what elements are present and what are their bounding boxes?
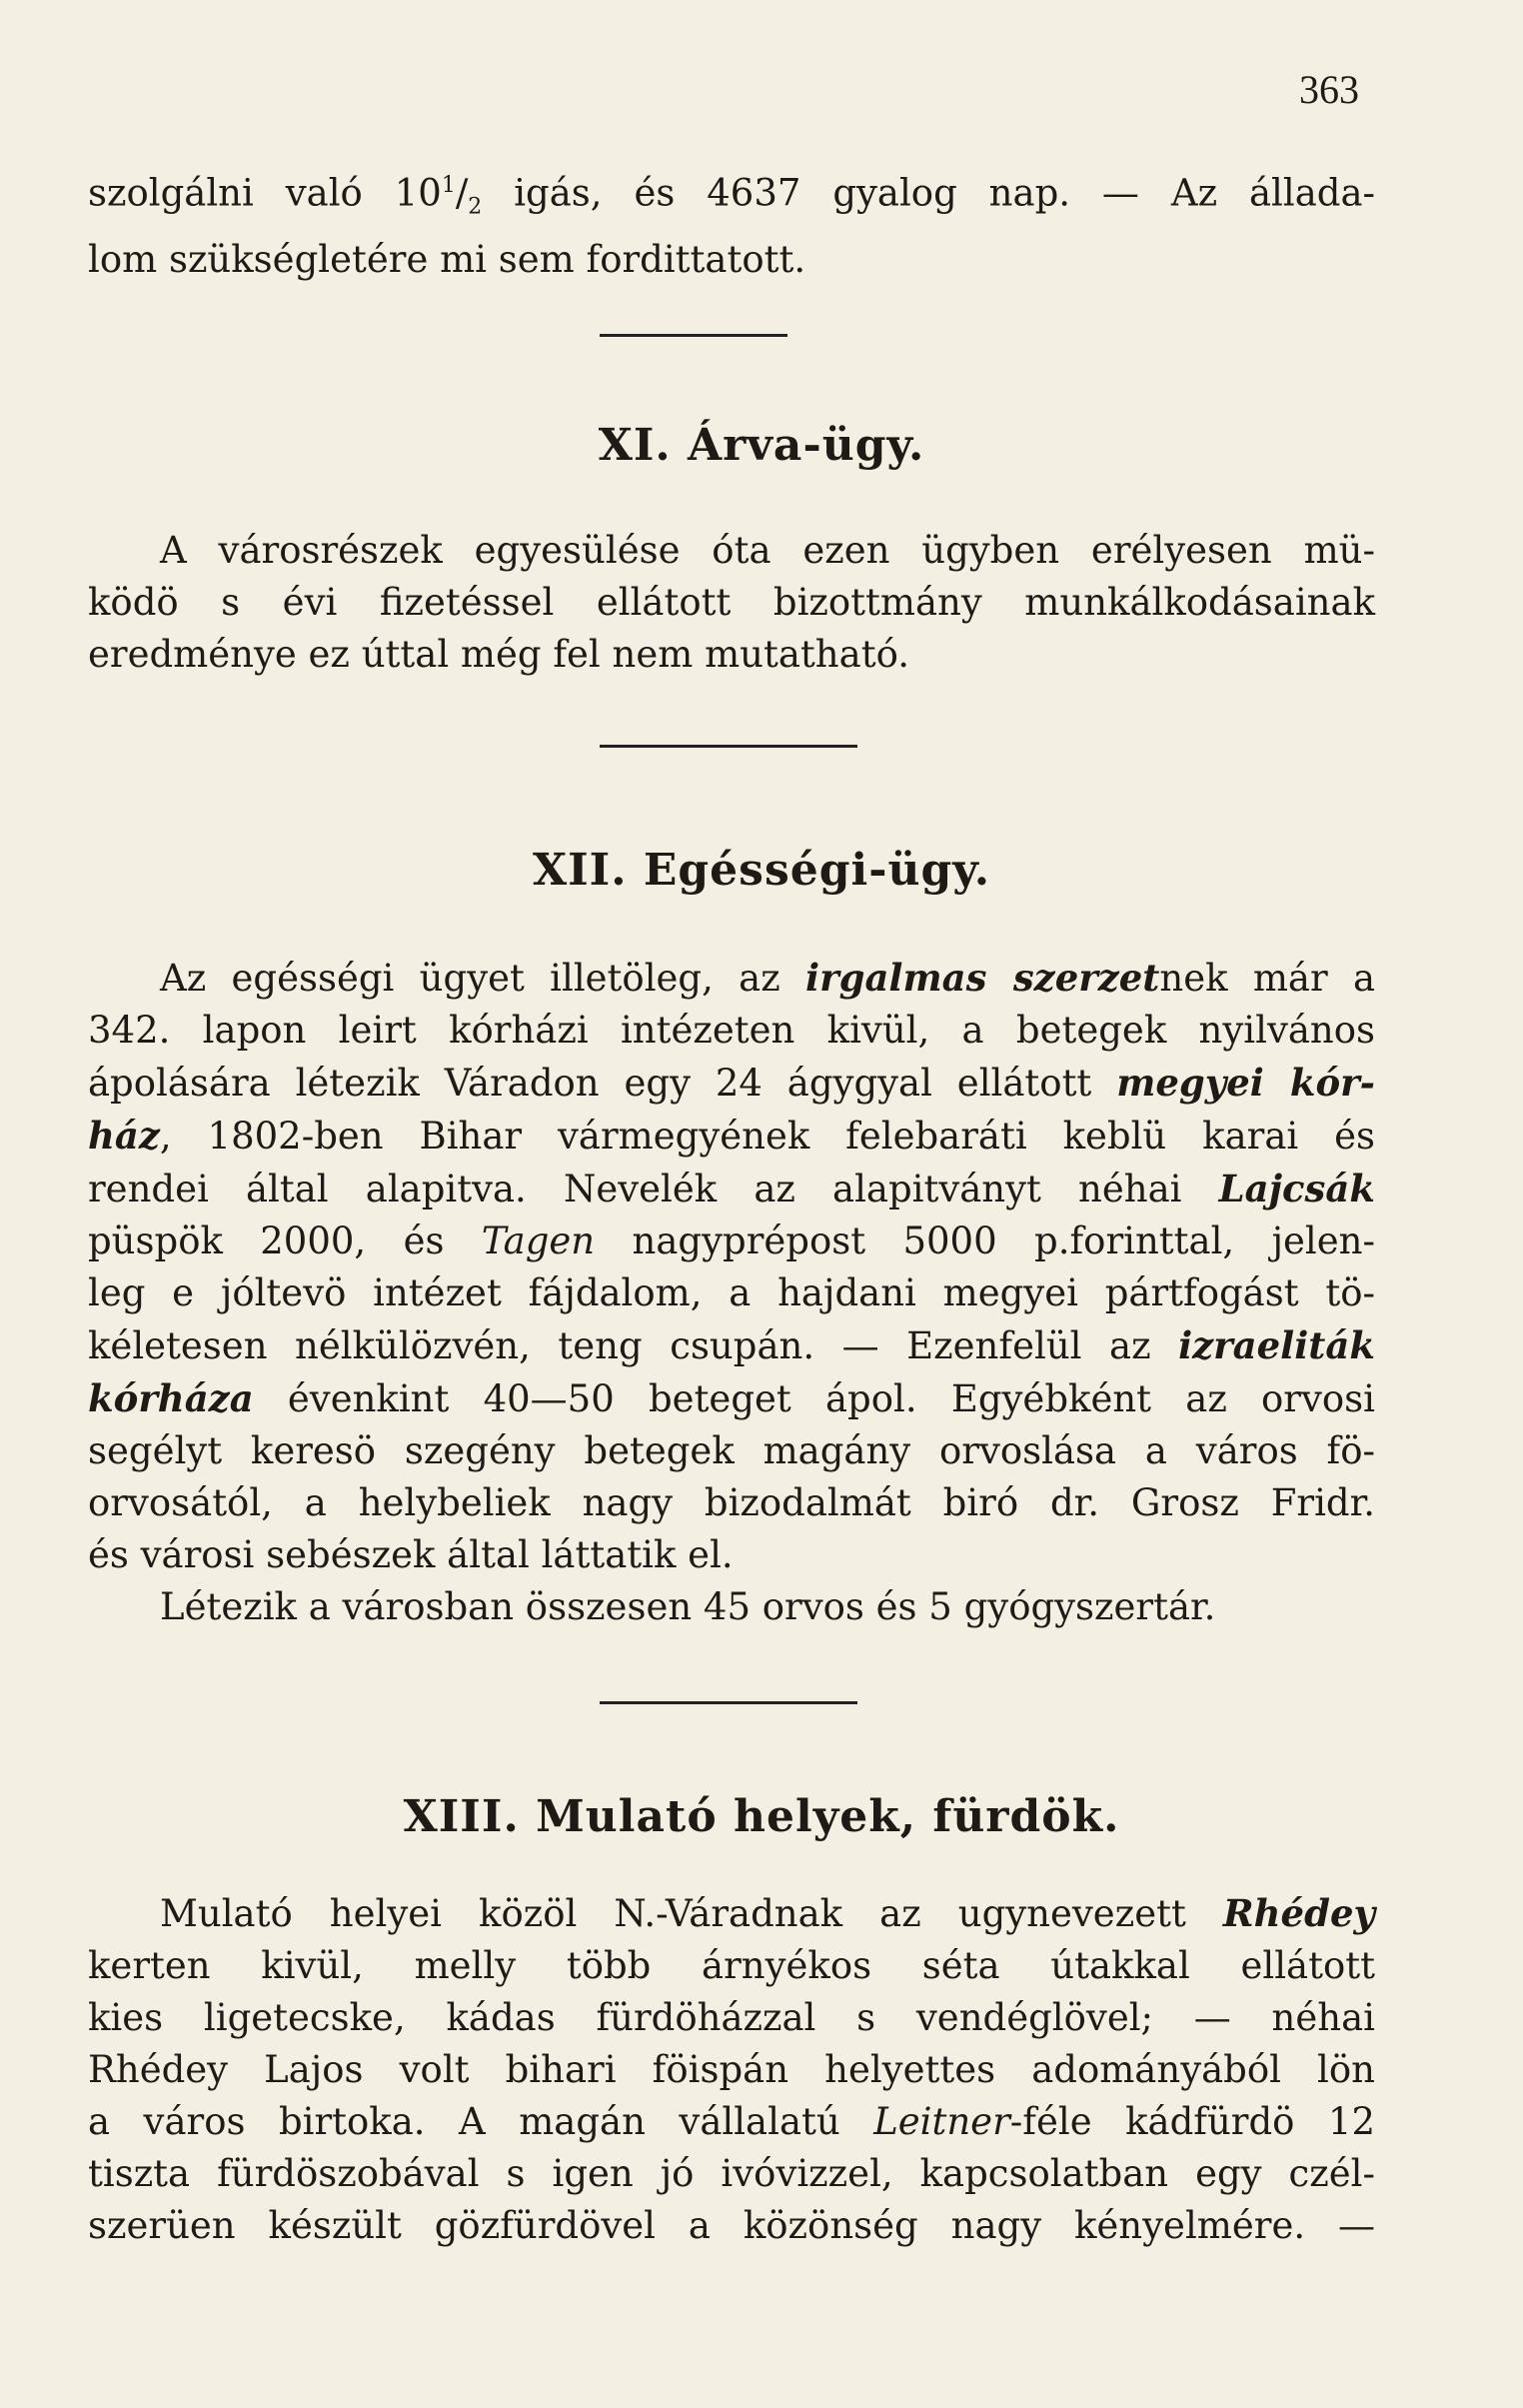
text-run: Mulató helyei közöl N.-Váradnak az ugynevezett xyxy=(160,1892,1223,1935)
text-line xyxy=(88,2096,1375,2148)
italic-run: Tagen xyxy=(481,1219,596,1262)
text-run: igás, és 4637 gyalog nap. — Az állada- xyxy=(482,171,1376,215)
text-line xyxy=(88,1319,1375,1372)
section-divider xyxy=(600,1701,857,1704)
text-line: Rhédey Lajos volt bihari föispán helyettes adományából lön xyxy=(88,2048,1375,2091)
text-line: lom szükségletére mi sem fordittatott. xyxy=(88,237,806,281)
text-line xyxy=(88,952,1375,1005)
text-line: szerüen készült gözfürdövel a közönség nagy kényelmére. — xyxy=(88,2204,1375,2247)
text-line xyxy=(88,1887,1375,1940)
text-run: nek már a xyxy=(1159,957,1376,1000)
italic-run: irgalmas szerzet xyxy=(805,956,1160,1000)
text-line: eredménye ez úttal még fel nem mutatható. xyxy=(88,633,909,676)
text-run: ápolására létezik Váradon egy 24 ágygyal ellátott xyxy=(88,1062,1117,1105)
text-run: kéletesen nélkülözvén, teng csupán. — Ezenfelül az xyxy=(88,1324,1179,1367)
section-heading-xii: XII. Egésségi-ügy. xyxy=(532,845,991,896)
text-run: -féle kádfürdö 12 xyxy=(1009,2100,1375,2143)
italic-run: izraeliták xyxy=(1178,1323,1375,1367)
text-line xyxy=(88,1372,1375,1425)
text-line xyxy=(88,1057,1375,1110)
section-xii-paragraph xyxy=(88,952,1375,1633)
text-line: kies ligetecske, kádas fürdöházzal s vendéglövel; — néhai xyxy=(88,1996,1375,2039)
fraction-denominator: 2 xyxy=(468,194,483,220)
text-line xyxy=(88,160,1375,234)
section-heading-xi: XI. Árva-ügy. xyxy=(598,420,925,471)
text-run: rendei által alapitva. Nevelék az alapitványt néhai xyxy=(88,1168,1219,1210)
text-line: kerten kivül, melly több árnyékos séta útakkal ellátott xyxy=(88,1944,1375,1987)
text-line: és városi sebészek által láttatik el. xyxy=(88,1533,734,1576)
italic-run: Leitner xyxy=(873,2100,1010,2143)
text-run: nagyprépost 5000 p.forinttal, jelen- xyxy=(595,1219,1375,1262)
text-run: a város birtoka. A magán vállalatú xyxy=(88,2100,874,2143)
text-run: , 1802-ben Bihar vármegyének felebaráti keblü karai és xyxy=(159,1115,1375,1158)
text-run: évenkint 40—50 beteget ápol. Egyébként az orvosi xyxy=(253,1377,1375,1420)
section-xiii-paragraph xyxy=(88,1887,1375,2252)
text-run: szolgálni való 10 xyxy=(88,171,442,215)
section-divider xyxy=(600,745,857,748)
intro-paragraph xyxy=(88,160,1375,286)
italic-run: megyei kór- xyxy=(1116,1061,1376,1105)
page-number: 363 xyxy=(1299,67,1359,112)
section-xi-paragraph xyxy=(88,525,1375,681)
italic-run: Lajcsák xyxy=(1218,1167,1375,1210)
text-line xyxy=(88,1163,1375,1215)
text-line xyxy=(88,1110,1375,1163)
text-run: püspök 2000, és xyxy=(88,1219,482,1262)
italic-run: kórháza xyxy=(88,1376,254,1420)
fraction-numerator: 1 xyxy=(441,173,456,198)
section-divider xyxy=(600,334,787,337)
text-line: leg e jóltevö intézet fájdalom, a hajdani megyei pártfogást tö- xyxy=(88,1271,1375,1314)
text-line: orvosától, a helybeliek nagy bizodalmát biró dr. Grosz Fridr. xyxy=(88,1481,1375,1524)
text-line: Létezik a városban összesen 45 orvos és 5 gyógyszertár. xyxy=(160,1585,1216,1628)
italic-run: Rhédey xyxy=(1222,1891,1375,1935)
text-line: tiszta fürdöszobával s igen jó ivóvizzel, kapcsolatban egy czél- xyxy=(88,2152,1375,2195)
text-line: segélyt keresö szegény betegek magány orvoslása a város fö- xyxy=(88,1429,1375,1472)
text-line: A városrészek egyesülése óta ezen ügyben erélyesen mü- xyxy=(160,529,1375,572)
text-line: 342. lapon leirt kórházi intézeten kivül, a betegek nyilvános xyxy=(88,1009,1375,1052)
text-line xyxy=(88,1215,1375,1267)
section-heading-xiii: XIII. Mulató helyek, fürdök. xyxy=(403,1791,1120,1842)
fraction-slash: / xyxy=(455,171,469,215)
italic-run: ház xyxy=(88,1114,160,1158)
text-run: Az egésségi ügyet illetöleg, az xyxy=(160,957,806,1000)
text-line: ködö s évi fizetéssel ellátott bizottmány munkálkodásainak xyxy=(88,581,1375,624)
